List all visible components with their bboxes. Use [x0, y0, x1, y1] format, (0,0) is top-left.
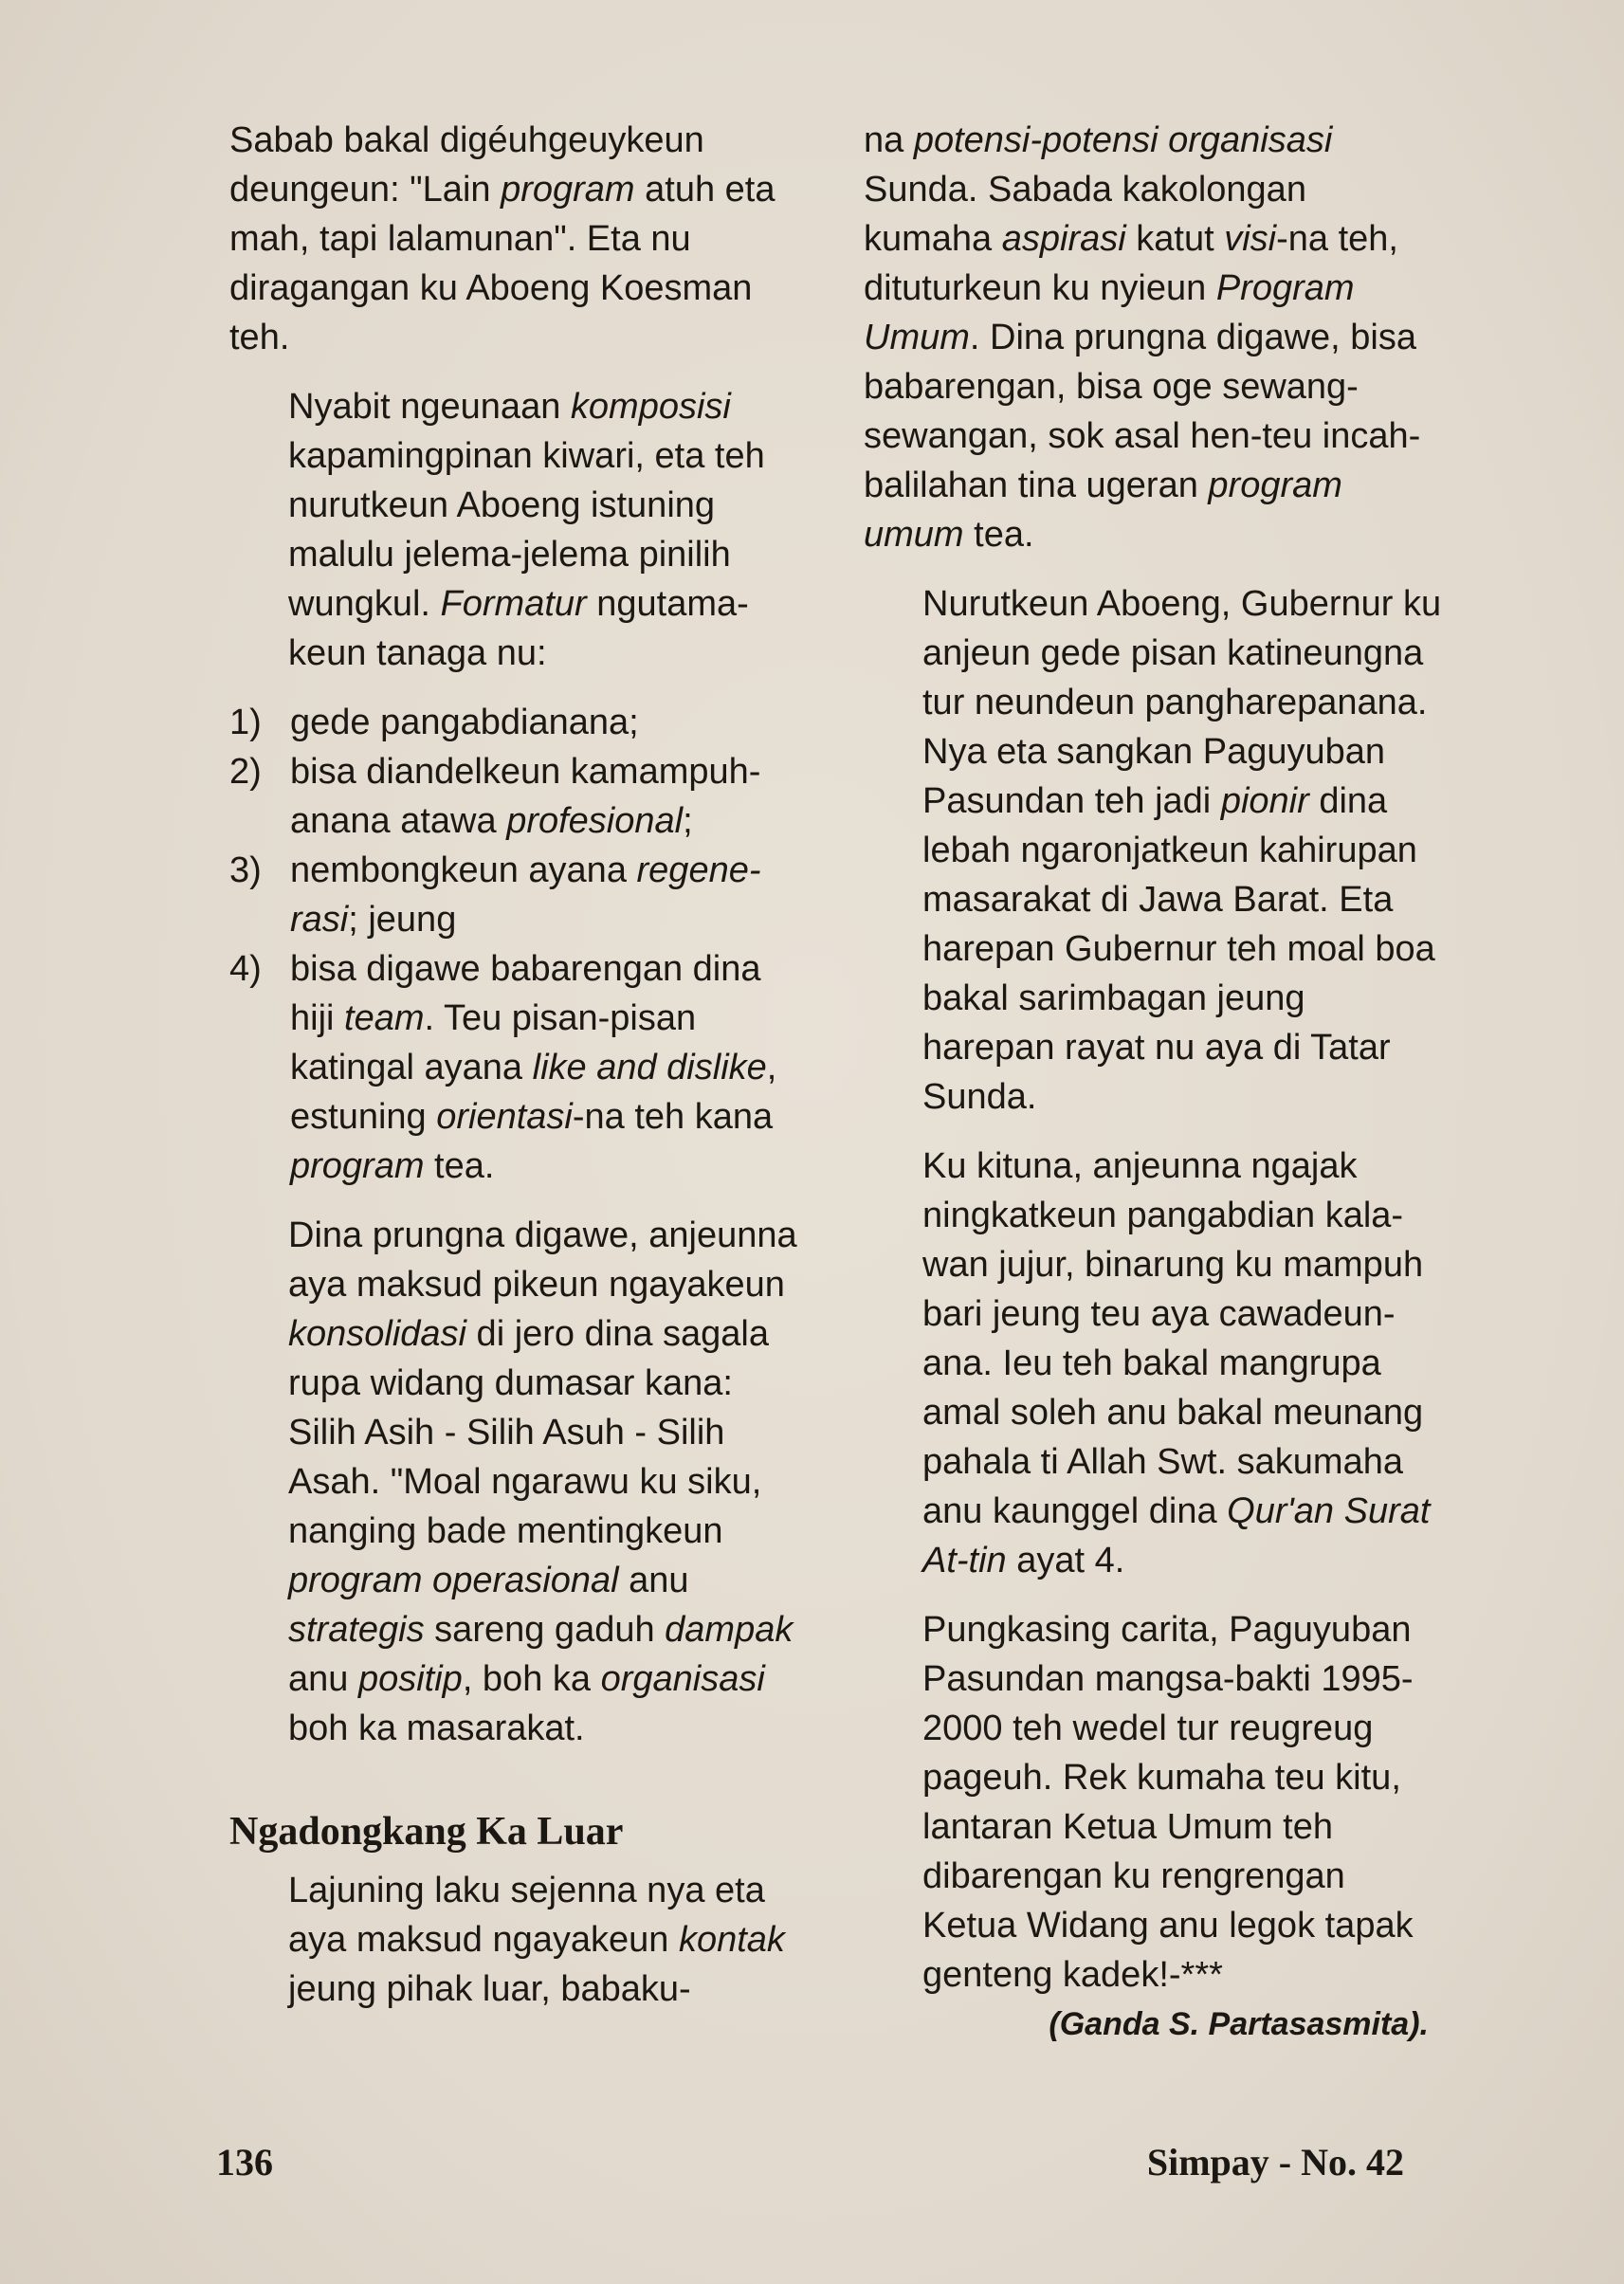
section-heading: Ngadongkang Ka Luar	[229, 1810, 624, 1854]
paragraph: na potensi-potensi organisasi Sunda. Sabada kakolongan kumaha aspirasi katut visi-na teh, dituturkeun ku nyieun Program Umum. Dina prungna digawe, bisa babarengan, bisa oge sewang-sewangan, sok asal hen-teu incah-balilahan tina ugeran program umum tea.	[864, 120, 1421, 555]
page-number: 136	[216, 2141, 273, 2184]
paragraph: Ku kituna, anjeunna ngajak ningkatkeun pangabdian kalawan jujur, binarung ku mampuh bari jeung teu aya cawadeunana. Ieu teh bakal mangrupa amal soleh anu bakal meunang pahala ti Allah Swt. sakumaha anu kaunggel dina Qur'an Surat At-tin ayat 4.	[922, 1146, 1431, 1581]
paragraph: Sabab bakal digéuhgeuykeun deungeun: "Lain program atuh eta mah, tapi lalamunan". Eta nu diragangan ku Aboeng Koesman teh.	[229, 120, 776, 357]
list-item: 1) gede pangabdianana;	[229, 703, 639, 742]
numbered-list	[229, 698, 808, 1191]
left-column	[229, 116, 808, 2014]
right-column	[864, 116, 1442, 2049]
paragraph: Nurutkeun Aboeng, Gubernur ku anjeun gede pisan katineungna tur neundeun pangharepanana. Nya eta sangkan Paguyuban Pasundan teh jadi pionir dina lebah ngaronjatkeun kahirupan masarakat di Jawa Barat. Eta harepan Gubernur teh moal boa bakal sarimbagan jeung harepan rayat nu aya di Tatar Sunda.	[922, 584, 1442, 1117]
paragraph: Lajuning laku sejenna nya eta aya maksud ngayakeun kontak jeung pihak luar, babaku-	[288, 1871, 785, 2009]
list-item: 3) nembongkeun ayana regenerasi; jeung	[229, 850, 761, 940]
author-byline: (Ganda S. Partasasmita).	[1049, 2006, 1429, 2042]
list-item: 4) bisa digawe babarengan dina hiji team. Teu pisan-pisan katingal ayana like and dislike, estuning orientasi-na teh kana program tea.	[229, 949, 777, 1186]
magazine-issue: Simpay - No. 42	[1146, 2141, 1404, 2184]
paragraph: Nyabit ngeunaan komposisi kapamingpinan kiwari, eta teh nurutkeun Aboeng istuning malulu jelema-jelema pinilih wungkul. Formatur ngutamakeun tanaga nu:	[288, 387, 765, 673]
paragraph: Pungkasing carita, Paguyuban Pasundan mangsa-bakti 1995-2000 teh wedel tur reugreug pageuh. Rek kumaha teu kitu, lantaran Ketua Umum teh dibarengan ku rengrengan Ketua Widang anu legok tapak genteng kadek!-***	[922, 1610, 1414, 1995]
paragraph: Dina prungna digawe, anjeunna aya maksud pikeun ngayakeun konsolidasi di jero dina sagala rupa widang dumasar kana: Silih Asih - Silih Asuh - Silih Asah. "Moal ngarawu ku siku, nanging bade mentingkeun program operasional anu strategis sareng gaduh dampak anu positip, boh ka organisasi boh ka masarakat.	[288, 1215, 797, 1748]
list-item: 2) bisa diandelkeun kamampuhanana atawa profesional;	[229, 752, 761, 841]
